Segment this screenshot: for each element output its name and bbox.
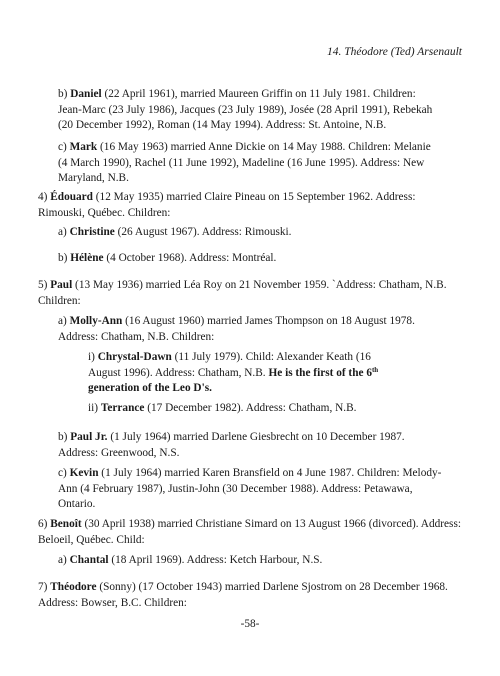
entry-chrystal-dawn: i) Chrystal-Dawn (11 July 1979). Child: Alexander Keath (16 August 1996). Address: Chatham, N.B. He is the first of the 6th generation of the Leo D's. (88, 351, 379, 394)
person-name: Hélène (70, 252, 104, 264)
person-name: Molly-Ann (69, 315, 123, 327)
entry-christine: a) Christine (26 August 1967). Address: Rimouski. (58, 226, 292, 238)
entry-theodore: 7) Théodore (Sonny) (17 October 1943) married Darlene Sjostrom on 28 December 1968. Address: Bowser, B.C. Children: (38, 581, 448, 609)
entry-daniel: b) Daniel (22 April 1961), married Maureen Griffin on 11 July 1981. Children: Jean-Marc (23 July 1986), Jacques (23 July 1989), Josée (28 April 1991), Rebekah (20 December 1992), Roman (14 May 1994). Address: St. Antoine, N.B. (58, 88, 433, 131)
person-name: Chrystal-Dawn (97, 351, 172, 363)
person-name: Mark (69, 141, 98, 153)
entry-terrance: ii) Terrance (17 December 1982). Address: Chatham, N.B. (88, 402, 357, 414)
generation-note-cont: generation of the Leo D's. (88, 382, 212, 394)
person-name: Kevin (69, 467, 99, 479)
page-number: -58- (240, 618, 260, 630)
person-name: Paul Jr. (70, 431, 108, 443)
person-name: Benoît (50, 518, 82, 530)
person-name: Édouard (50, 191, 93, 203)
entry-paul-jr: b) Paul Jr. (1 July 1964) married Darlene Giesbrecht on 10 December 1987. Address: Greenwood, N.S. (58, 431, 405, 459)
entry-chantal: a) Chantal (18 April 1969). Address: Ketch Harbour, N.S. (58, 554, 323, 566)
entry-kevin: c) Kevin (1 July 1964) married Karen Bransfield on 4 June 1987. Children: Melody- Ann (4 February 1987), Justin-John (30 December 1988). Address: Petawawa, Ontario. (58, 467, 442, 510)
entry-mark: c) Mark (16 May 1963) married Anne Dickie on 14 May 1988. Children: Melanie (4 March 1990), Rachel (11 June 1992), Madeline (16 June 1995). Address: New Maryland, N.B. (58, 141, 431, 184)
running-header: 14. Théodore (Ted) Arsenault (326, 46, 462, 58)
person-name: Christine (69, 226, 115, 238)
entry-benoit: 6) Benoît (30 April 1938) married Christiane Simard on 13 August 1966 (divorced). Address: Beloeil, Québec. Child: (38, 518, 461, 546)
person-name: Terrance (100, 402, 145, 414)
person-name: Daniel (70, 88, 102, 100)
entry-edouard: 4) Édouard (12 May 1935) married Claire Pineau on 15 September 1962. Address: Rimouski, Québec. Children: (38, 191, 416, 219)
person-name: Paul (50, 279, 73, 291)
generation-note: He is the first of the 6 (268, 366, 372, 379)
entry-molly-ann: a) Molly-Ann (16 August 1960) married James Thompson on 18 August 1978. Address: Chatham, N.B. Children: (58, 315, 415, 343)
person-name: Théodore (50, 581, 97, 593)
entry-paul: 5) Paul (13 May 1936) married Léa Roy on 21 November 1959. `Address: Chatham, N.B. Children: (38, 279, 447, 307)
person-name: Chantal (69, 554, 109, 566)
entry-helene: b) Hélène (4 October 1968). Address: Montréal. (58, 252, 277, 264)
